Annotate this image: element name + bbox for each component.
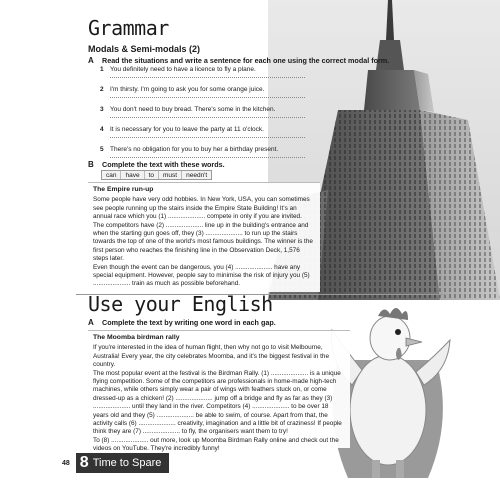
use-english-exercise-a-instruction [88, 318, 276, 327]
answer-line[interactable] [110, 157, 305, 158]
text-box-title: The Moomba birdman rally [93, 334, 180, 341]
item-number: 2 [100, 86, 104, 93]
item-number: 5 [100, 146, 104, 153]
unit-number: 8 [79, 454, 89, 471]
paragraph: The most popular event at the festival is the Birdman Rally. (1) ..................... is a unique flying competition. Some of the competitors are professionals in home-made high-tech machines, while others simply wear a pair of wings with feathers stuck on, or come dressed-up as a chicken! (2) ..................... jump off a bridge and fly as far as they (3) ..................... until they land in the river. Competitors (4) ..................... to be over 18 years old and they (5) ..................... be able to swim, of course. Apart from that, the activity calls (6) ..................... creativity, imagination and a little bit of craziness! If people think they are (7) ..................... to fly, the organisers want them to try! [93, 369, 342, 436]
list-item [100, 86, 300, 106]
answer-line[interactable] [110, 117, 305, 118]
paragraph: To (8) ..................... out more, look up Moomba Birdman Rally online and check out the videos on YouTube. They're incredibly funny! [93, 436, 339, 453]
text-box-title: The Empire run-up [93, 186, 154, 193]
instruction-text: Read the situations and write a sentence for each one using the correct modal form. [102, 56, 390, 65]
list-item [100, 66, 300, 86]
exercise-a-items [100, 66, 300, 166]
paragraph: If you're interested in the idea of human flight, then why not go to visit Melbourne, Australia! Every year, the city celebrates Moomba, and it's the biggest festival in the country. [93, 344, 330, 369]
exercise-letter: A [88, 318, 94, 327]
answer-line[interactable] [110, 97, 305, 98]
empire-run-up-text-box [88, 182, 320, 292]
word-bank-item: to [145, 171, 159, 179]
moomba-birdman-text-box [88, 330, 350, 453]
paragraph: Some people have very odd hobbies. In New York, USA, you can sometimes see people running up the stairs inside the Empire State Building! It's an annual race which you (1) ..................... compete in only if you are invited. [93, 196, 310, 221]
word-bank-item: can [102, 171, 121, 179]
exercise-letter: A [88, 56, 94, 65]
item-prompt: You definitely need to have a licence to fly a plane. [110, 66, 256, 73]
page-number: 48 [62, 459, 70, 467]
unit-title: Time to Spare [92, 457, 162, 469]
paragraph: The competitors have (2) ..................... line up in the building's entrance and when the starting gun goes off, they (3) ..................... to run up the stairs towards the top of one of the world's most famous buildings. The winner is the first person who reaches the finishing line in the Observation Deck, 1,576 steps later. [93, 221, 313, 263]
unit-badge [76, 453, 170, 473]
item-prompt: It is necessary for you to leave the party at 11 o'clock. [110, 126, 264, 133]
word-bank-item: must [159, 171, 182, 179]
item-prompt: You don't need to buy bread. There's some in the kitchen. [110, 106, 276, 113]
answer-line[interactable] [110, 137, 305, 138]
list-item [100, 106, 300, 126]
item-number: 1 [100, 66, 104, 73]
word-bank-item: needn't [186, 172, 208, 179]
exercise-a-instruction [88, 56, 389, 65]
item-prompt: There's no obligation for you to buy her a birthday present. [110, 146, 279, 153]
answer-line[interactable] [110, 77, 305, 78]
use-your-english-heading: Use your English [88, 292, 273, 316]
grammar-heading: Grammar [88, 16, 169, 40]
item-number: 3 [100, 106, 104, 113]
instruction-text: Complete the text with these words. [102, 160, 225, 169]
item-prompt: I'm thirsty. I'm going to ask you for some orange juice. [110, 86, 265, 93]
paragraph: Even though the event can be dangerous, you (4) ..................... have any special equipment. However, people say to minimise the risk of injury you (5) ..................... train as much as possible beforehand. [93, 263, 310, 288]
grammar-subtitle: Modals & Semi-modals (2) [88, 44, 201, 54]
word-bank-item: have [121, 171, 144, 179]
instruction-text: Complete the text by writing one word in each gap. [102, 318, 276, 327]
word-bank [101, 170, 212, 180]
page-footer [62, 453, 169, 473]
item-number: 4 [100, 126, 104, 133]
exercise-letter: B [88, 160, 94, 169]
exercise-b-instruction [88, 160, 225, 169]
list-item [100, 126, 300, 146]
